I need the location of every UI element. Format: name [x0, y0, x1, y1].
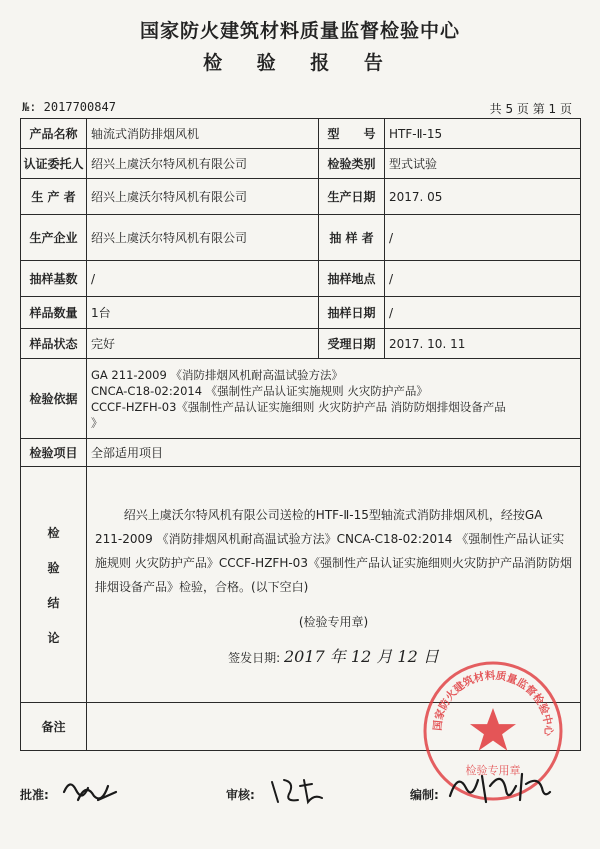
- remarks-label: 备注: [21, 703, 87, 751]
- factory-label: 生产企业: [21, 215, 87, 261]
- test-type-label: 检验类别: [319, 149, 385, 179]
- product-name-value: 轴流式消防排烟风机: [87, 119, 319, 149]
- basis-line: CCCF-HZFH-03《强制性产品认证实施细则 火灾防护产品 消防防烟排烟设备产品: [91, 399, 506, 414]
- row-items: [21, 439, 581, 467]
- client-label: 认证委托人: [21, 149, 87, 179]
- compile-signature: [446, 766, 556, 810]
- row-client: [21, 149, 581, 179]
- review-signature: [264, 772, 328, 808]
- approve-signature: [58, 770, 122, 808]
- client-value: 绍兴上虞沃尔特风机有限公司: [87, 149, 319, 179]
- conclusion-char: 结: [47, 595, 60, 610]
- sample-base-label: 抽样基数: [21, 261, 87, 297]
- sample-date-label: 抽样日期: [319, 297, 385, 329]
- report-title: 检 验 报 告: [203, 52, 397, 74]
- manufacturer-value: 绍兴上虞沃尔特风机有限公司: [87, 179, 319, 215]
- row-sample-state: [21, 329, 581, 359]
- product-name-label: 产品名称: [21, 119, 87, 149]
- conclusion-char: 论: [47, 630, 60, 645]
- conclusion-char: 验: [47, 560, 60, 575]
- basis-line: CNCA-C18-02:2014 《强制性产品认证实施规则 火灾防护产品》: [91, 383, 428, 398]
- basis-value: [87, 359, 581, 439]
- approve-label: 批准:: [20, 788, 49, 802]
- review-label: 审核:: [226, 788, 255, 802]
- report-number: №: 2017700847: [22, 100, 116, 114]
- page-info: 共 5 页 第 1 页: [489, 102, 572, 116]
- sample-qty-value: 1台: [87, 297, 319, 329]
- org-title: 国家防火建筑材料质量监督检验中心: [139, 20, 460, 42]
- row-manufacturer: [21, 179, 581, 215]
- basis-label: 检验依据: [21, 359, 87, 439]
- basis-line: 》: [91, 415, 103, 430]
- sample-place-value: /: [385, 261, 581, 297]
- seal-arc-text: 国家防火建筑材料质量监督检验中心: [431, 669, 555, 736]
- sample-state-label: 样品状态: [21, 329, 87, 359]
- seal-sub-text: 检验专用章: [465, 764, 521, 777]
- row-factory: [21, 215, 581, 261]
- seal-star-icon: [470, 708, 516, 751]
- accept-date-label: 受理日期: [319, 329, 385, 359]
- sampler-value: /: [385, 215, 581, 261]
- conclusion-paragraph: 绍兴上虞沃尔特风机有限公司送检的HTF-Ⅱ-15型轴流式消防排烟风机，经按GA 211-2009 《消防排烟风机耐高温试验方法》CNCA-C18-02:2014 《强制性产品认证实施规则 火灾防护产品》CCCF-HZFH-03《强制性产品认证实施细则火灾防护产品消防防烟排烟设备产品》检验，合格。(以下空白): [95, 507, 572, 594]
- row-sample-base: [21, 261, 581, 297]
- stamp-label: (检验专用章): [298, 614, 369, 629]
- items-label: 检验项目: [21, 439, 87, 467]
- row-product: [21, 119, 581, 149]
- factory-value: 绍兴上虞沃尔特风机有限公司: [87, 215, 319, 261]
- prod-date-value: 2017. 05: [385, 179, 581, 215]
- model-label: 型 号: [319, 119, 385, 149]
- sign-date-value: 2017 年 12 月 12 日: [284, 646, 439, 666]
- compile-label: 编制:: [410, 788, 439, 802]
- model-value: HTF-Ⅱ-15: [385, 119, 581, 149]
- sampler-label: 抽 样 者: [319, 215, 385, 261]
- sample-base-value: /: [87, 261, 319, 297]
- basis-line: GA 211-2009 《消防排烟风机耐高温试验方法》: [91, 367, 343, 382]
- test-type-value: 型式试验: [385, 149, 581, 179]
- sample-qty-label: 样品数量: [21, 297, 87, 329]
- sample-place-label: 抽样地点: [319, 261, 385, 297]
- items-value: 全部适用项目: [87, 439, 581, 467]
- conclusion-text: [91, 503, 576, 599]
- row-basis: [21, 359, 581, 439]
- sign-date-label: 签发日期:: [228, 650, 281, 665]
- manufacturer-label: 生 产 者: [21, 179, 87, 215]
- row-sample-qty: [21, 297, 581, 329]
- prod-date-label: 生产日期: [319, 179, 385, 215]
- conclusion-char: 检: [47, 525, 60, 540]
- sample-date-value: /: [385, 297, 581, 329]
- accept-date-value: 2017. 10. 11: [385, 329, 581, 359]
- sample-state-value: 完好: [87, 329, 319, 359]
- conclusion-label: [21, 467, 87, 703]
